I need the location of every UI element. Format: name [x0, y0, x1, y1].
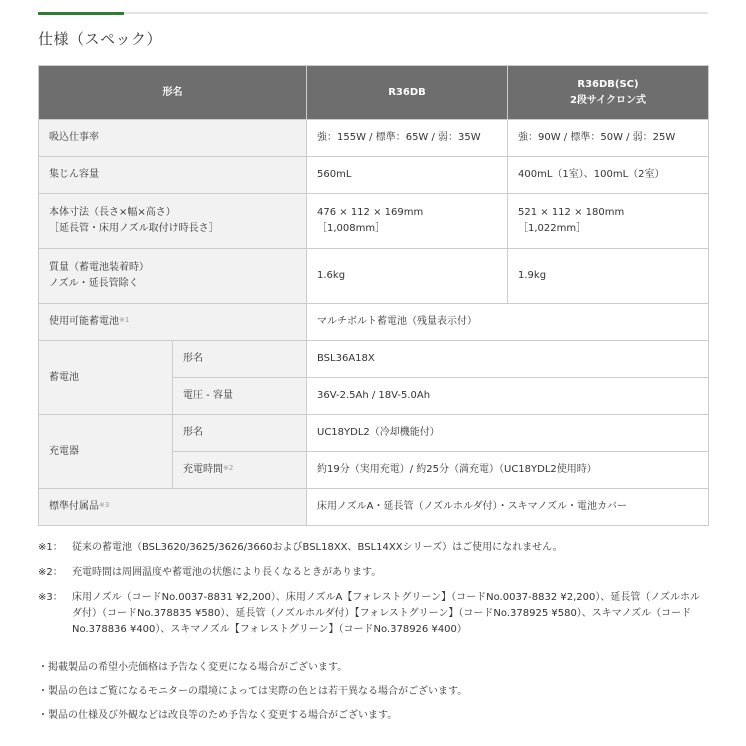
section-divider — [38, 12, 708, 14]
row-label-suction: 吸込仕事率 — [39, 120, 307, 157]
table-row — [39, 194, 709, 249]
cell-dimensions-r36db — [307, 194, 508, 249]
row-label-battery-usable — [39, 304, 307, 341]
cell-battery-usable: マルチボルト蓄電池（残量表示付） — [307, 304, 709, 341]
footnote-3 — [38, 590, 708, 638]
row-label-capacity: 集じん容量 — [39, 157, 307, 194]
table-row — [39, 120, 709, 157]
row-label-weight — [39, 249, 307, 304]
header-r36db-sc-name: R36DB(SC) — [577, 78, 639, 90]
table-row — [39, 249, 709, 304]
section-accent-bar — [38, 12, 124, 15]
footnote-1 — [38, 540, 708, 556]
cell-suction-r36db: 強：155W / 標準：65W / 弱：35W — [307, 120, 508, 157]
table-row — [39, 157, 709, 194]
footnote-3-mark: ※3： — [38, 592, 63, 603]
cell-weight-r36db: 1.6kg — [307, 249, 508, 304]
disclaimer-price: ・掲載製品の希望小売価格は予告なく変更になる場合がございます。 — [38, 662, 348, 673]
dimensions-r36db-length: ［1,008mm］ — [317, 223, 386, 234]
footnote-1-text: 従来の蓄電池（BSL3620/3625/3626/3660およびBSL18XX、BSL14XXシリーズ）はご使用になれません。 — [72, 542, 563, 553]
battery-voltage-label: 電圧 - 容量 — [173, 378, 307, 415]
row-label-dimensions — [39, 194, 307, 249]
footnotes — [38, 540, 708, 647]
accessories-label: 標準付属品 — [49, 501, 99, 512]
row-label-charger: 充電器 — [39, 415, 173, 489]
header-r36db-sc-type: 2段サイクロン式 — [569, 94, 647, 106]
table-header-row — [39, 66, 709, 120]
battery-usable-label: 使用可能蓄電池 — [49, 316, 119, 327]
spec-table — [38, 65, 709, 526]
dimensions-r36db-sc-size: 521 × 112 × 180mm — [518, 207, 625, 218]
footnote-mark-2: ※2 — [223, 464, 234, 472]
charger-model-label: 形名 — [173, 415, 307, 452]
weight-label-line2: ノズル・延長管除く — [49, 278, 139, 289]
row-label-battery: 蓄電池 — [39, 341, 173, 415]
dimensions-label-line2: ［延長管・床用ノズル取付け時長さ］ — [49, 223, 219, 234]
footnote-2-mark: ※2： — [38, 567, 63, 578]
header-r36db-sc — [508, 66, 709, 120]
cell-capacity-r36db-sc: 400mL（1室）、100mL（2室） — [508, 157, 709, 194]
cell-capacity-r36db: 560mL — [307, 157, 508, 194]
cell-charger-model: UC18YDL2（冷却機能付） — [307, 415, 709, 452]
table-row — [39, 415, 709, 452]
disclaimer-spec: ・製品の仕様及び外観などは改良等のため予告なく変更する場合がございます。 — [38, 710, 398, 721]
footnote-2-text: 充電時間は周囲温度や蓄電池の状態により長くなるときがあります。 — [72, 567, 382, 578]
disclaimers — [38, 660, 708, 732]
header-r36db: R36DB — [307, 66, 508, 120]
dimensions-r36db-sc-length: ［1,022mm］ — [518, 223, 587, 234]
footnote-3-text: 床用ノズル（コードNo.0037-8831 ¥2,200）、床用ノズルA【フォレストグリーン】（コードNo.0037-8832 ¥2,200）、延長管（ノズルホルダ付）（コードNo.378835 ¥580）、延長管（ノズルホルダ付）【フォレストグリーン】（コードNo.378925 ¥580）、スキマノズル（コードNo.378836 ¥400）、スキマノズル【フォレストグリーン】（コードNo.378926 ¥400） — [72, 592, 700, 635]
cell-weight-r36db-sc: 1.9kg — [508, 249, 709, 304]
dimensions-label-line1: 本体寸法（長さ×幅×高さ） — [49, 207, 176, 218]
cell-battery-voltage: 36V-2.5Ah / 18V-5.0Ah — [307, 378, 709, 415]
disclaimer-color: ・製品の色はご覧になるモニターの環境によっては実際の色とは若干異なる場合がございます。 — [38, 686, 468, 697]
dimensions-r36db-size: 476 × 112 × 169mm — [317, 207, 424, 218]
charger-time-label: 充電時間 — [183, 464, 223, 475]
cell-dimensions-r36db-sc — [508, 194, 709, 249]
cell-charger-time: 約19分（実用充電）/ 約25分（満充電）（UC18YDL2使用時） — [307, 452, 709, 489]
footnote-1-mark: ※1： — [38, 542, 63, 553]
table-row — [39, 304, 709, 341]
charger-time-label-cell — [173, 452, 307, 489]
weight-label-line1: 質量（蓄電池装着時） — [49, 262, 149, 273]
cell-suction-r36db-sc: 強：90W / 標準：50W / 弱：25W — [508, 120, 709, 157]
table-row — [39, 489, 709, 526]
table-row — [39, 341, 709, 378]
battery-model-label: 形名 — [173, 341, 307, 378]
footnote-mark-3: ※3 — [99, 501, 110, 509]
footnote-mark-1: ※1 — [119, 316, 130, 324]
row-label-accessories — [39, 489, 307, 526]
header-model-label: 形名 — [39, 66, 307, 120]
cell-battery-model: BSL36A18X — [307, 341, 709, 378]
footnote-2 — [38, 565, 708, 581]
section-title: 仕様（スペック） — [38, 30, 163, 48]
cell-accessories: 床用ノズルA・延長管（ノズルホルダ付）・スキマノズル・電池カバー — [307, 489, 709, 526]
